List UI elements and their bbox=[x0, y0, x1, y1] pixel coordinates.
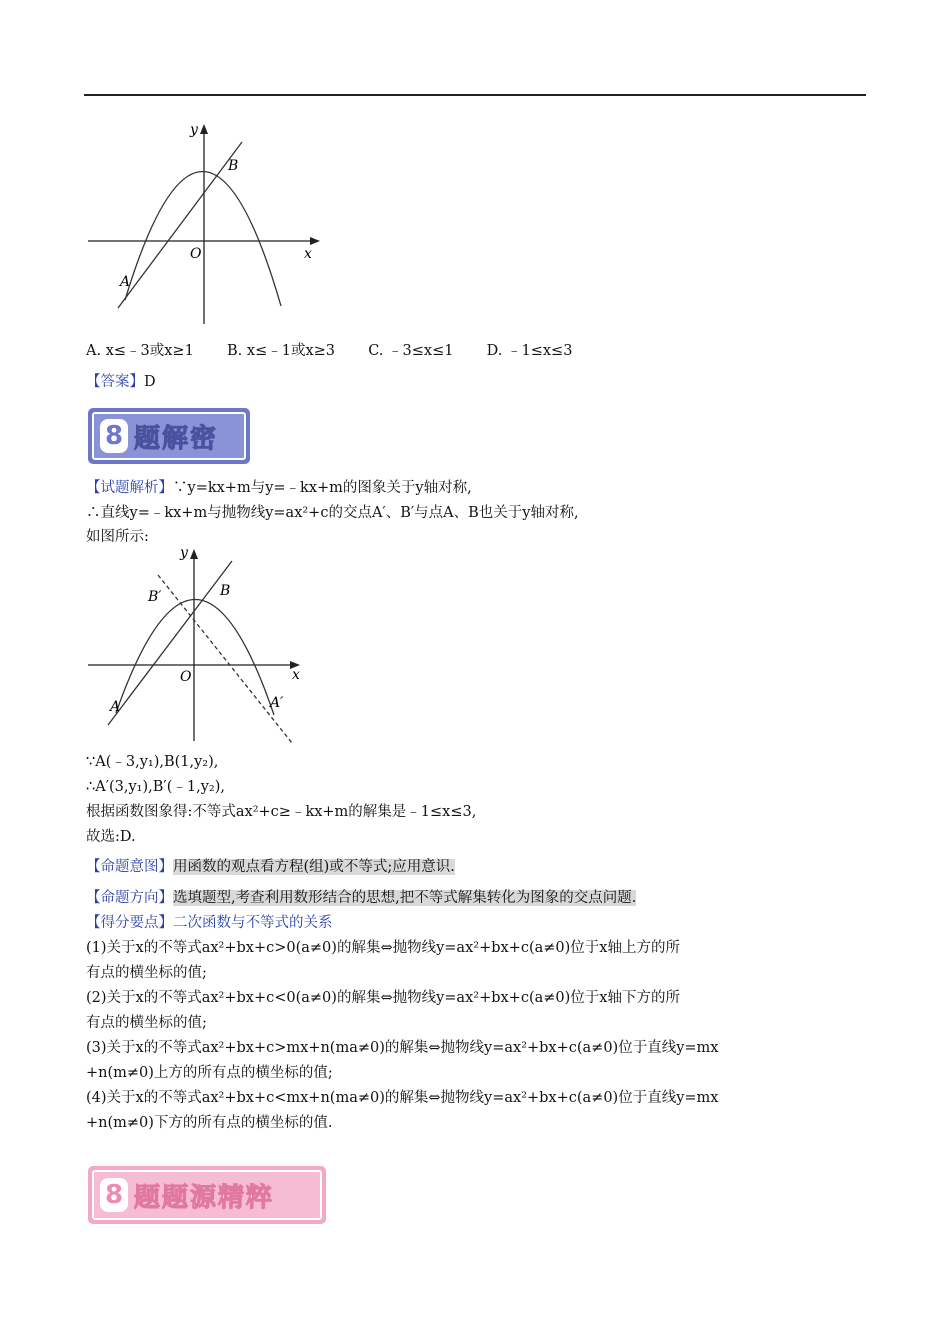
analysis-line-5: ∴A′(3,y₁),B′(﹣1,y₂), bbox=[86, 779, 225, 795]
options-row bbox=[86, 341, 572, 361]
analysis-line-7: 故选:D. bbox=[86, 829, 136, 845]
origin-label: O bbox=[180, 669, 192, 685]
option-d[interactable]: D. ﹣1≤x≤3 bbox=[486, 343, 573, 359]
graph-solution bbox=[84, 545, 314, 745]
line-kx-m bbox=[108, 561, 232, 725]
point-4b: +n(m≠0)下方的所有点的横坐标的值. bbox=[86, 1115, 333, 1131]
badge-number-icon: 8 bbox=[100, 1178, 128, 1212]
x-label: x bbox=[292, 667, 300, 683]
option-a[interactable]: A. x≤﹣3或x≥1 bbox=[86, 343, 194, 359]
graph-question bbox=[84, 118, 324, 330]
analysis-text-1: ∵y=kx+m与y=﹣kx+m的图象关于y轴对称, bbox=[173, 480, 472, 496]
points-title: 二次函数与不等式的关系 bbox=[173, 915, 333, 931]
analysis-line-1 bbox=[86, 478, 472, 498]
badge-number-icon: 8 bbox=[100, 419, 128, 453]
answer-value: D bbox=[144, 374, 156, 390]
answer-line bbox=[86, 372, 156, 392]
analysis-label: 【试题解析】 bbox=[86, 480, 173, 496]
direction-text: 选填题型,考查利用数形结合的思想,把不等式解集转化为图象的交点问题. bbox=[173, 890, 637, 906]
point-a-prime-label: A′ bbox=[270, 695, 284, 711]
x-label: x bbox=[304, 246, 312, 262]
y-axis-arrow-icon bbox=[190, 549, 198, 559]
point-3a: (3)关于x的不等式ax²+bx+c>mx+n(ma≠0)的解集⇔抛物线y=ax²+bx+c(a≠0)位于直线y=mx bbox=[86, 1040, 719, 1056]
direction-line bbox=[86, 888, 636, 908]
point-a-label: A bbox=[110, 699, 121, 715]
analysis-line-2: ∴直线y=﹣kx+m与抛物线y=ax²+c的交点A′、B′与点A、B也关于y轴对称, bbox=[86, 505, 579, 521]
points-label: 【得分要点】 bbox=[86, 915, 173, 931]
option-c[interactable]: C. ﹣3≤x≤1 bbox=[368, 343, 454, 359]
analysis-line-3: 如图所示: bbox=[86, 529, 149, 545]
intent-text: 用函数的观点看方程(组)或不等式;应用意识. bbox=[173, 859, 455, 875]
points-title-line bbox=[86, 913, 333, 933]
badge-title: 题解密 bbox=[134, 423, 219, 454]
direction-label: 【命题方向】 bbox=[86, 890, 173, 906]
analysis-line-6: 根据函数图象得:不等式ax²+c≥﹣kx+m的解集是﹣1≤x≤3, bbox=[86, 804, 477, 820]
point-2a: (2)关于x的不等式ax²+bx+c<0(a≠0)的解集⇔抛物线y=ax²+bx+c(a≠0)位于x轴下方的所 bbox=[86, 990, 680, 1006]
parabola bbox=[116, 599, 274, 715]
line-kx-m bbox=[118, 142, 242, 308]
parabola bbox=[125, 171, 281, 306]
point-a-label: A bbox=[120, 274, 131, 290]
y-label: y bbox=[180, 545, 188, 561]
line-neg-kx-m bbox=[158, 575, 292, 743]
origin-label: O bbox=[190, 246, 202, 262]
analysis-line-4: ∵A(﹣3,y₁),B(1,y₂), bbox=[86, 754, 219, 770]
y-axis-arrow-icon bbox=[200, 124, 208, 134]
badge-title: 题题源精粹 bbox=[134, 1182, 275, 1213]
point-3b: +n(m≠0)上方的所有点的横坐标的值; bbox=[86, 1065, 333, 1081]
point-1b: 有点的横坐标的值; bbox=[86, 965, 207, 981]
y-label: y bbox=[190, 122, 198, 138]
point-2b: 有点的横坐标的值; bbox=[86, 1015, 207, 1031]
intent-label: 【命题意图】 bbox=[86, 859, 173, 875]
point-1a: (1)关于x的不等式ax²+bx+c>0(a≠0)的解集⇔抛物线y=ax²+bx+c(a≠0)位于x轴上方的所 bbox=[86, 940, 680, 956]
section-badge-solution bbox=[88, 408, 250, 464]
point-b-label: B bbox=[228, 158, 239, 174]
intent-line bbox=[86, 857, 455, 877]
point-b-label: B bbox=[220, 583, 231, 599]
answer-label: 【答案】 bbox=[86, 374, 144, 390]
section-badge-source bbox=[88, 1166, 326, 1224]
point-b-prime-label: B′ bbox=[148, 589, 162, 605]
point-4a: (4)关于x的不等式ax²+bx+c<mx+n(ma≠0)的解集⇔抛物线y=ax²+bx+c(a≠0)位于直线y=mx bbox=[86, 1090, 719, 1106]
x-axis-arrow-icon bbox=[310, 237, 320, 245]
option-b[interactable]: B. x≤﹣1或x≥3 bbox=[227, 343, 335, 359]
header-rule bbox=[84, 94, 866, 96]
